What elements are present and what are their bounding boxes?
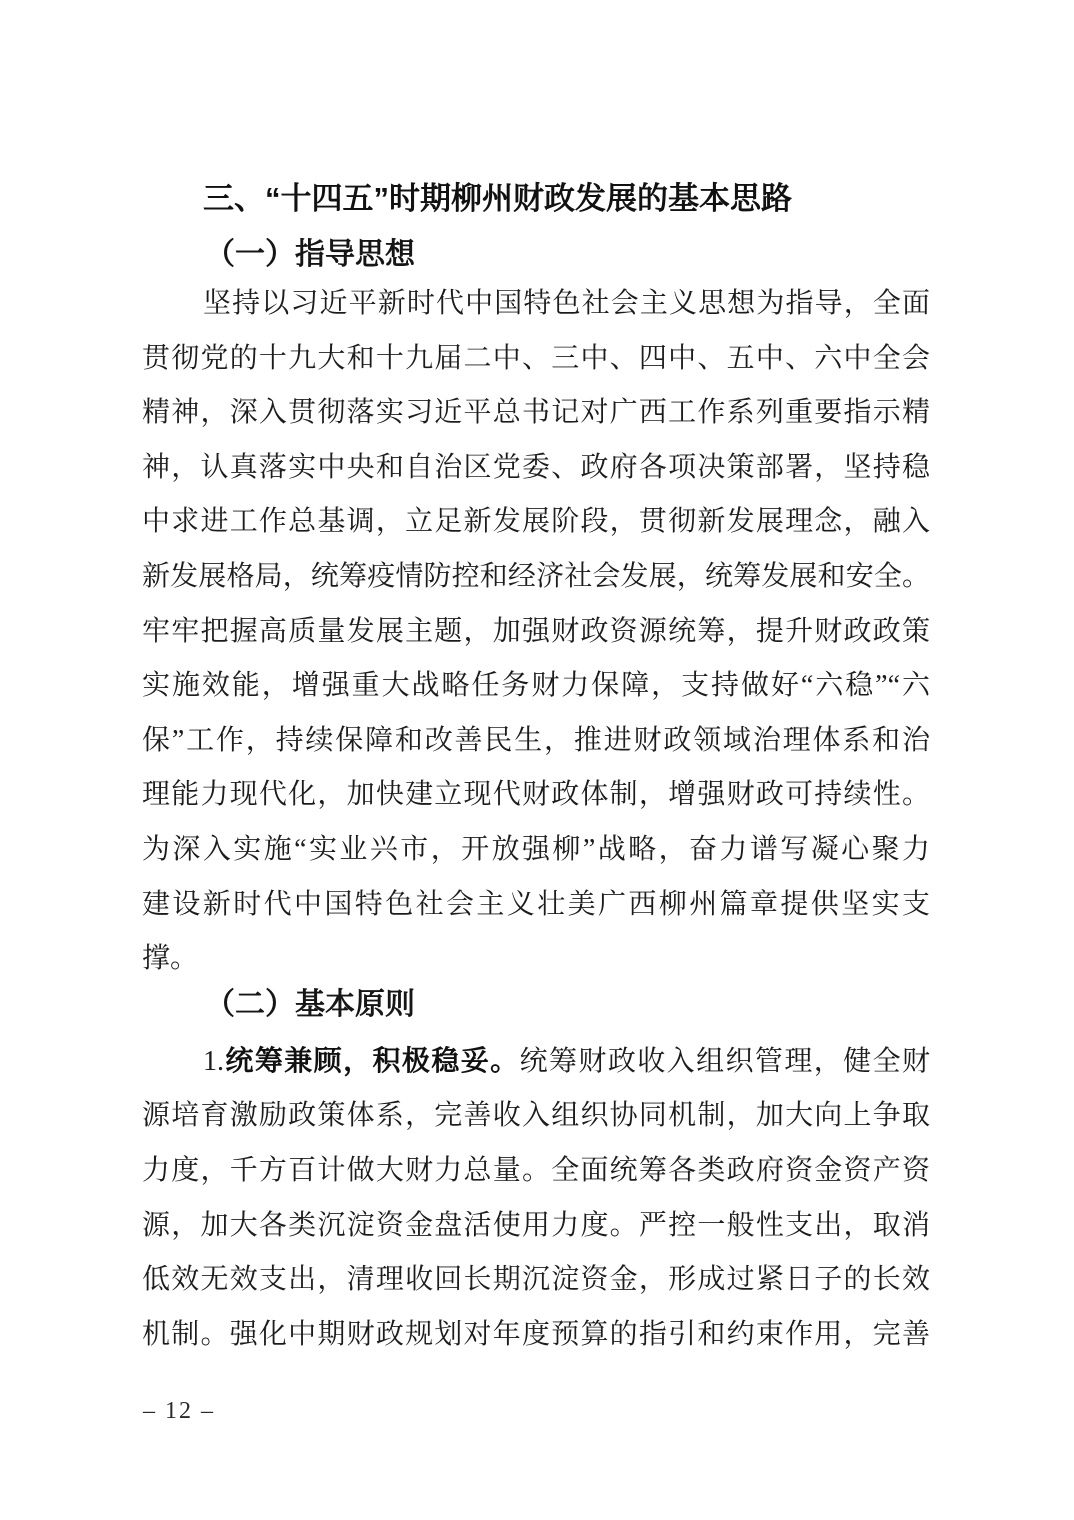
text-line: 源培育激励政策体系，完善收入组织协同机制，加大向上争取 — [142, 1100, 930, 1132]
text-line: 为深入实施“实业兴市，开放强柳”战略，奋力谱写凝心聚力 — [142, 833, 930, 865]
text-line: 神，认真落实中央和自治区党委、政府各项决策部署，坚持稳 — [142, 451, 930, 483]
text-line: 贯彻党的十九大和十九届二中、三中、四中、五中、六中全会 — [142, 342, 930, 374]
text-segment: 1. — [203, 1045, 224, 1077]
text-line — [142, 1035, 930, 1090]
text-line: 源，加大各类沉淀资金盘活使用力度。严控一般性支出，取消 — [142, 1209, 930, 1241]
text-line: 坚持以习近平新时代中国特色社会主义思想为指导，全面 — [203, 288, 930, 319]
text-line: 中求进工作总基调，立足新发展阶段，贯彻新发展理念，融入 — [142, 506, 930, 538]
text-line: 力度，千方百计做大财力总量。全面统筹各类政府资金资产资 — [142, 1154, 930, 1186]
bold-text-segment: 统筹兼顾，积极稳妥。 — [224, 1045, 520, 1077]
paragraph-basic-principles — [142, 1035, 930, 1363]
section-heading-guiding-ideology: （一）指导思想 — [205, 238, 415, 271]
text-line: 建设新时代中国特色社会主义壮美广西柳州篇章提供坚实支 — [142, 888, 930, 920]
text-line: 新发展格局，统筹疫情防控和经济社会发展，统筹发展和安全。 — [142, 560, 930, 592]
text-line: 理能力现代化，加快建立现代财政体制，增强财政可持续性。 — [142, 779, 930, 811]
paragraph-guiding-ideology — [142, 277, 930, 987]
text-line: 低效无效支出，清理收回长期沉淀资金，形成过紧日子的长效 — [142, 1264, 930, 1296]
text-line: 撑。 — [142, 943, 199, 975]
text-line: 实施效能，增强重大战略任务财力保障，支持做好“六稳”“六 — [142, 670, 930, 702]
document-body — [142, 0, 930, 1362]
text-line: 牢牢把握高质量发展主题，加强财政资源统筹，提升财政政策 — [142, 615, 930, 647]
document-title: 三、“十四五”时期柳州财政发展的基本思路 — [203, 181, 792, 216]
text-segment: 统筹财政收入组织管理，健全财 — [519, 1045, 930, 1077]
section-heading-basic-principles: （二）基本原则 — [205, 987, 415, 1021]
page-number: – 12 – — [143, 1398, 215, 1424]
text-line: 保”工作，持续保障和改善民生，推进财政领域治理体系和治 — [142, 724, 930, 756]
text-line: 机制。强化中期财政规划对年度预算的指引和约束作用，完善 — [142, 1318, 930, 1350]
text-line: 精神，深入贯彻落实习近平总书记对广西工作系列重要指示精 — [142, 397, 930, 429]
